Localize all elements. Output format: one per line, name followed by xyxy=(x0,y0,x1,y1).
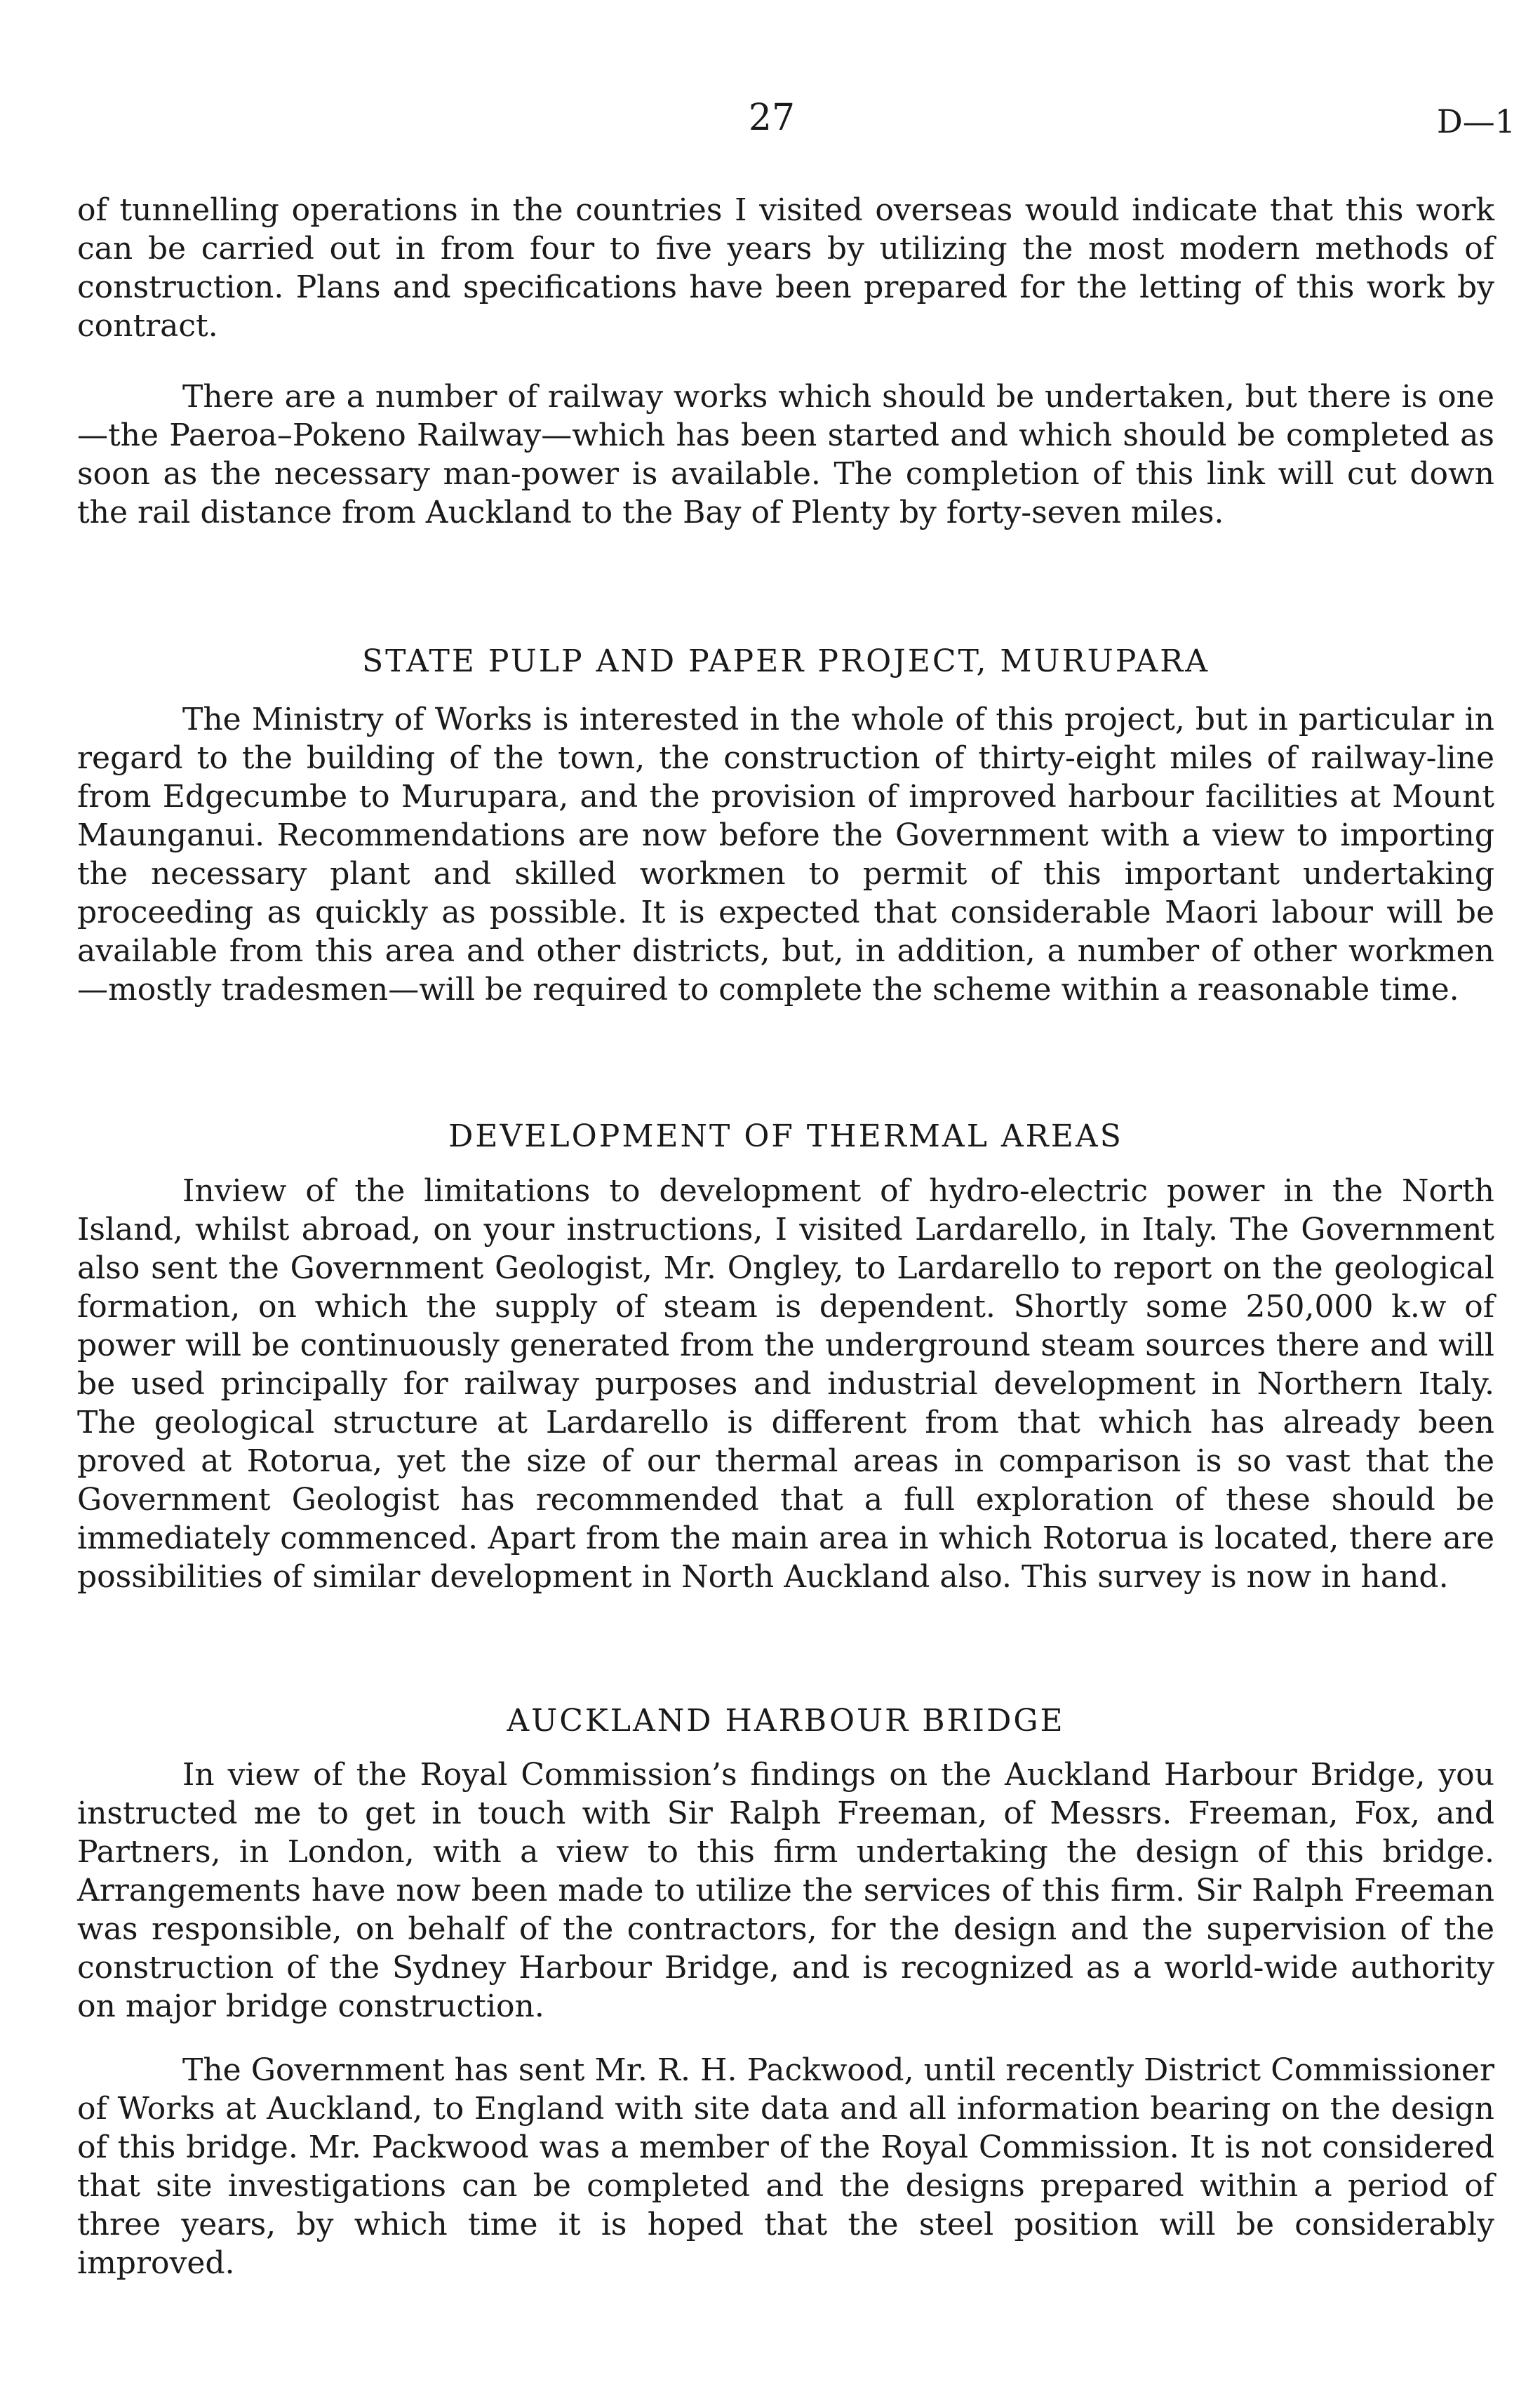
intro-paragraph-2: There are a number of railway works which should be undertaken, but there is one—the Paeroa–Pokeno Railway—which has been started and which should be completed as soon as the necessary man-power is available. The completion of this link will cut down the rail distance from Auckland to the Bay of Plenty by forty-seven miles. xyxy=(77,379,1494,530)
section-heading-bridge: AUCKLAND HARBOUR BRIDGE xyxy=(507,1703,1065,1739)
pulp-paragraph-1: The Ministry of Works is interested in the whole of this project, but in particular in regard to the building of the town, the construction of thirty-eight miles of railway-line from Edgecumbe to Murupara, and the provision of improved harbour facilities at Mount Maunganui. Recommendations are now before the Government with a view to importing the necessary plant and skilled workmen to permit of this important undertaking proceeding as quickly as possible. It is expected that considerable Maori labour will be available from this area and other districts, but, in addition, a number of other workmen—mostly tradesmen—will be required to complete the scheme within a reasonable time. xyxy=(77,702,1494,1008)
section-heading-thermal: DEVELOPMENT OF THERMAL AREAS xyxy=(448,1118,1123,1154)
bridge-paragraph-1: In view of the Royal Commission’s findings on the Auckland Harbour Bridge, you instructed me to get in touch with Sir Ralph Freeman, of Messrs. Freeman, Fox, and Partners, in London, with a view to this firm undertaking the design of this bridge. Arrangements have now been made to utilize the services of this firm. Sir Ralph Freeman was responsible, on behalf of the contractors, for the design and the supervision of the construction of the Sydney Harbour Bridge, and is recognized as a world-wide authority on major bridge construction. xyxy=(77,1757,1494,2024)
intro-paragraph-1: of tunnelling operations in the countries I visited overseas would indicate that this work can be carried out in from four to five years by utilizing the most modern methods of construction. Plans and specifications have been prepared for the letting of this work by contract. xyxy=(77,192,1494,344)
bridge-paragraph-2: The Government has sent Mr. R. H. Packwood, until recently District Commissioner of Works at Auckland, to England with site data and all information bearing on the design of this bridge. Mr. Packwood was a member of the Royal Commission. It is not considered that site investigations can be completed and the designs prepared within a period of three years, by which time it is hoped that the steel position will be considerably improved. xyxy=(77,2052,1494,2281)
thermal-paragraph-1: Inview of the limitations to development of hydro-electric power in the North Island, whilst abroad, on your instructions, I visited Lardarello, in Italy. The Government also sent the Government Geologist, Mr. Ongley, to Lardarello to report on the geological formation, on which the supply of steam is dependent. Shortly some 250,000 k.w of power will be continuously generated from the underground steam sources there and will be used principally for railway purposes and industrial development in Northern Italy. The geological structure at Lardarello is different from that which has already been proved at Rotorua, yet the size of our thermal areas in comparison is so vast that the Government Geologist has recommended that a full exploration of these should be immediately commenced. Apart from the main area in which Rotorua is located, there are possibilities of similar development in North Auckland also. This survey is now in hand. xyxy=(77,1173,1494,1595)
section-heading-pulp: STATE PULP AND PAPER PROJECT, MURUPARA xyxy=(361,643,1210,679)
page-number: 27 xyxy=(748,97,796,139)
document-reference: D—1 xyxy=(1436,102,1515,140)
